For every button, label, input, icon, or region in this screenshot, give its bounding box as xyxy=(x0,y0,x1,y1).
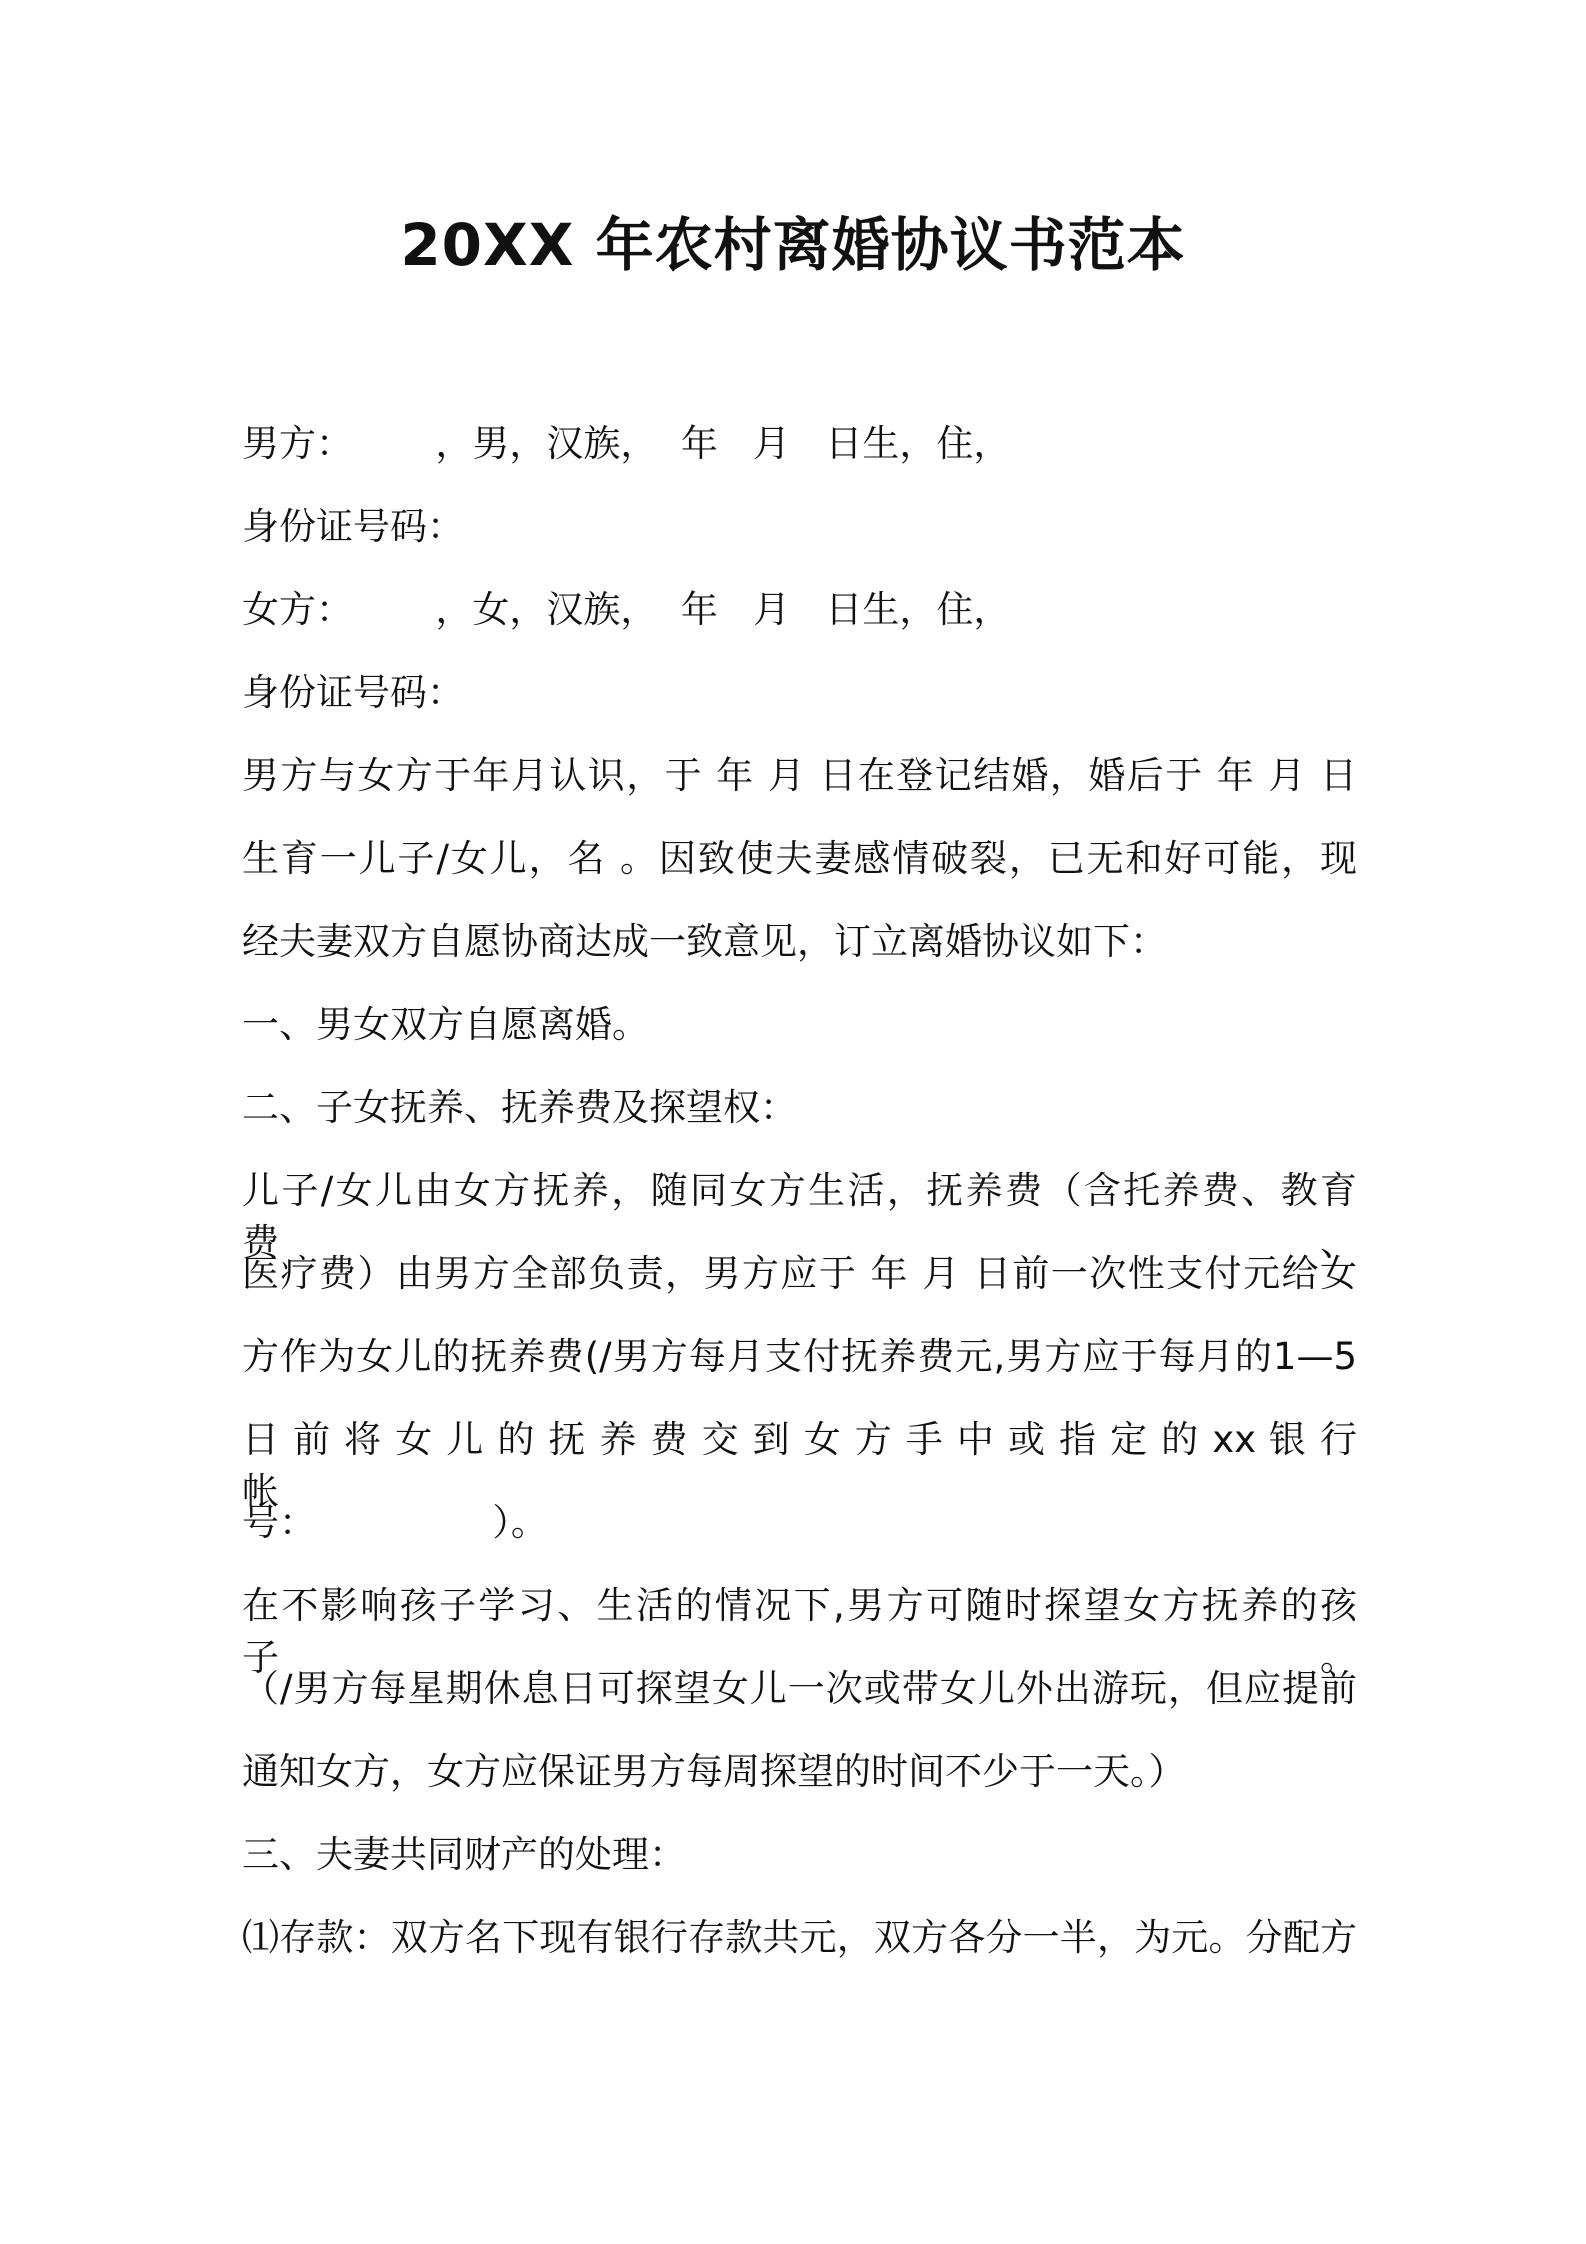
paragraph-line: 号： ）。 xyxy=(242,1501,548,1544)
paragraph-line: 男方与女方于年月认识，于 年 月 日在登记结婚，婚后于 年 月 日 xyxy=(242,754,1357,797)
paragraph-line: 方作为女儿的抚养费(/男方每月支付抚养费元,男方应于每月的1—5 xyxy=(242,1335,1357,1378)
male-party-line: 男方： ，男，汉族， 年 月 日生，住， xyxy=(242,422,1011,465)
paragraph-line: 儿子/女儿由女方抚养，随同女方生活，抚养费（含托养费、教育费、 xyxy=(242,1169,1357,1264)
paragraph-line: 生育一儿子/女儿，名 。因致使夫妻感情破裂，已无和好可能，现 xyxy=(242,837,1357,880)
section-heading-2: 二、子女抚养、抚养费及探望权： xyxy=(242,1086,797,1129)
section-heading-3: 三、夫妻共同财产的处理： xyxy=(242,1833,686,1876)
paragraph-line: ⑴存款：双方名下现有银行存款共元，双方各分一半，为元。分配方 xyxy=(242,1916,1357,1959)
female-party-line: 女方： ，女，汉族， 年 月 日生，住， xyxy=(242,588,1011,631)
document-title: 20XX 年农村离婚协议书范本 xyxy=(400,211,1186,279)
paragraph-line: 经夫妻双方自愿协商达成一致意见，订立离婚协议如下： xyxy=(242,920,1167,963)
paragraph-line: 日 前 将 女 儿 的 抚 养 费 交 到 女 方 手 中 或 指 定 的 xx 银 行 帐 xyxy=(242,1418,1357,1513)
paragraph-line: 通知女方，女方应保证男方每周探望的时间不少于一天。） xyxy=(242,1750,1186,1793)
female-id-number-line: 身份证号码： xyxy=(242,671,464,714)
section-heading-1: 一、男女双方自愿离婚。 xyxy=(242,1003,649,1046)
male-id-number-line: 身份证号码： xyxy=(242,505,464,548)
paragraph-line: 医疗费）由男方全部负责，男方应于 年 月 日前一次性支付元给女 xyxy=(242,1252,1357,1295)
paragraph-line: （/男方每星期休息日可探望女儿一次或带女儿外出游玩，但应提前 xyxy=(242,1667,1357,1710)
paragraph-line: 在不影响孩子学习、生活的情况下,男方可随时探望女方抚养的孩子。 xyxy=(242,1584,1357,1679)
